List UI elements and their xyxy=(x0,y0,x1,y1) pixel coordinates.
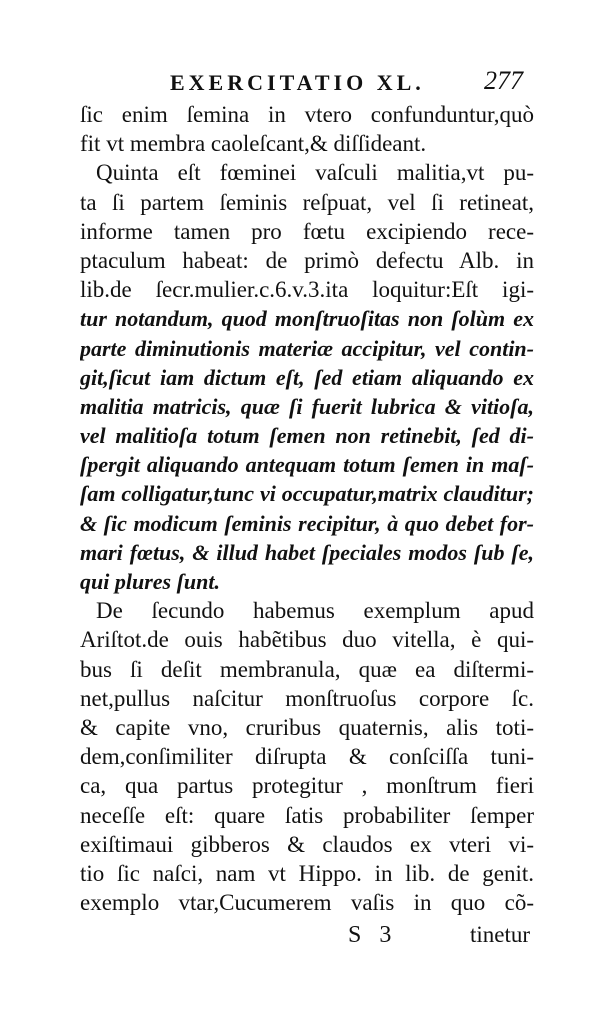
text-line: ta ſi partem ſeminis reſpuat, vel ſi retineat, xyxy=(80,189,534,215)
text-line: ſic enim ſemina in vtero confunduntur,quò xyxy=(80,102,534,127)
text-line: exemplo vtar,Cucumerem vaſis in quo cõ- xyxy=(80,890,534,916)
text-line: informe tamen pro fœtu excipiendo rece- xyxy=(80,218,534,244)
text-line: ſpergit aliquando antequam totum ſemen in maſ- xyxy=(80,452,534,478)
text-line: exiſtimaui gibberos & claudos ex vteri vi- xyxy=(80,831,534,857)
text-line: Ariſtot.de ouis habẽtibus duo vitella, è qui- xyxy=(80,627,534,653)
text-line: ptaculum habeat: de primò defectu Alb. in xyxy=(80,247,534,273)
text-line: dem,conſimiliter diſrupta & conſciſſa tuni- xyxy=(80,744,534,770)
text-line: parte diminutionis materiæ accipitur, vel contin- xyxy=(80,335,534,361)
text-line: ca, qua partus protegitur , monſtrum fieri xyxy=(80,773,534,799)
text-line: qui plures ſunt. xyxy=(80,569,220,594)
text-line: fit vt membra caoleſcant,& diſſideant. xyxy=(80,131,427,157)
text-line: bus ſi deſit membranula, quæ ea diſtermi- xyxy=(80,656,534,682)
catchword: tinetur xyxy=(470,922,531,947)
text-line: malitia matricis, quæ ſi fuerit lubrica & vitioſa, xyxy=(80,393,534,419)
text-body xyxy=(80,100,534,917)
text-line: mari fœtus, & illud habet ſpeciales modos ſub ſe, xyxy=(80,539,534,565)
page-number: 277 xyxy=(484,66,523,95)
text-line: vel malitioſa totum ſemen non retinebit, ſed di- xyxy=(80,423,534,449)
signature-mark: S 3 xyxy=(348,922,398,948)
text-line: ſam colligatur,tunc vi occupatur,matrix clauditur; xyxy=(80,481,534,507)
text-line: De ſecundo habemus exemplum apud xyxy=(96,598,534,624)
text-line: neceſſe eſt: quare ſatis probabiliter ſemper xyxy=(80,802,534,828)
running-head: EXERCITATIO XL. xyxy=(170,70,425,95)
text-line: Quinta eſt fœminei vaſculi malitia,vt pu- xyxy=(96,160,534,186)
text-line: lib.de ſecr.mulier.c.6.v.3.ita loquitur:Eſt igi- xyxy=(80,277,534,303)
text-line: & ſic modicum ſeminis recipitur, à quo debet for- xyxy=(80,510,534,536)
text-line: tio ſic naſci, nam vt Hippo. in lib. de genit. xyxy=(80,860,534,886)
text-line: net,pullus naſcitur monſtruoſus corpore ſc. xyxy=(80,685,534,711)
page-header xyxy=(0,66,591,100)
text-line: git,ſicut iam dictum eſt, ſed etiam aliquando ex xyxy=(80,364,534,390)
page-footer xyxy=(0,922,591,954)
text-line: & capite vno, cruribus quaternis, alis toti- xyxy=(80,714,534,740)
text-line: tur notandum, quod monſtruoſitas non ſolùm ex xyxy=(80,306,534,332)
